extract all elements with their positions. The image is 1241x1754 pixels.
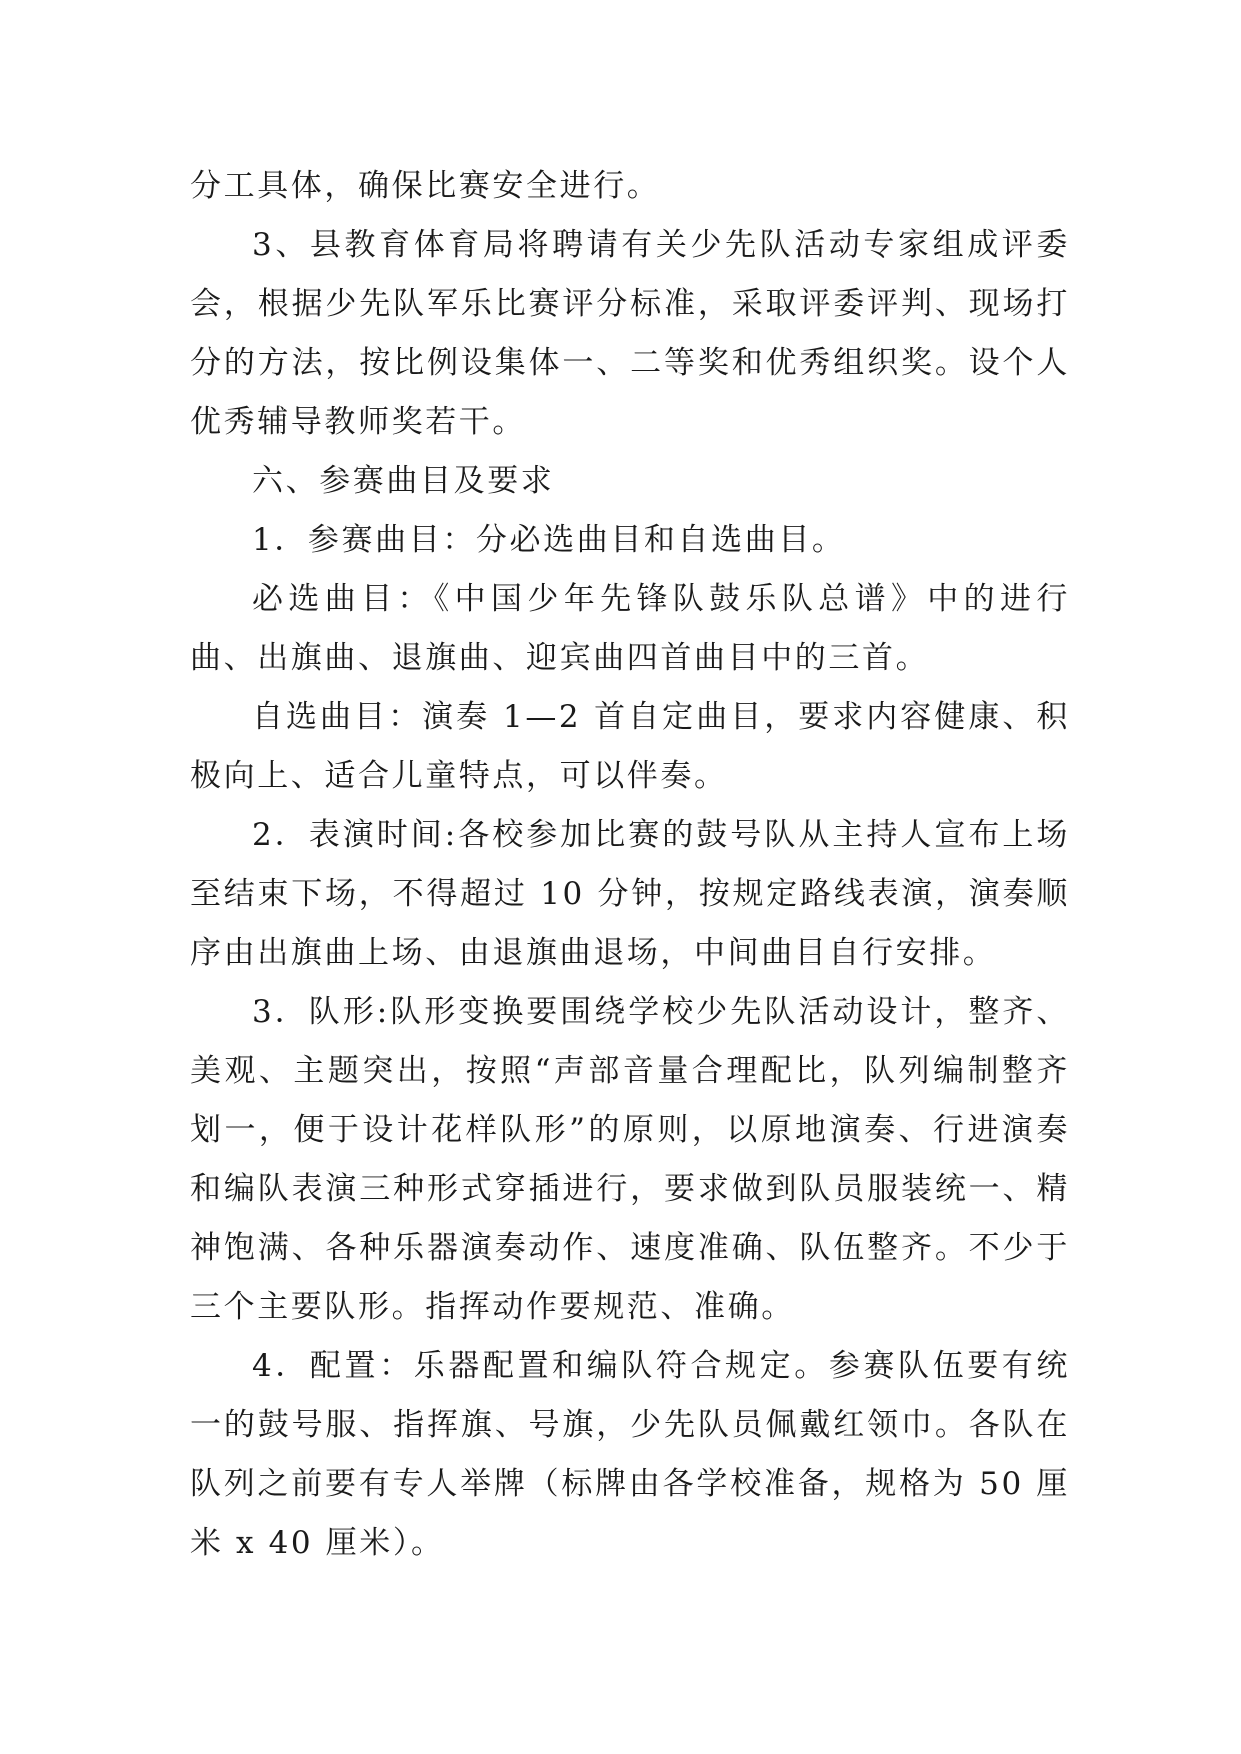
paragraph-performance-time: 2．表演时间:各校参加比赛的鼓号队从主持人宣布上场至结束下场，不得超过 10 分钟，按规定路线表演，演奏顺序由出旗曲上场、由退旗曲退场，中间曲目自行安排。 [190, 817, 1070, 971]
document-body [190, 157, 1070, 1573]
paragraph-optional-pieces: 自选曲目：演奏 1—2 首自定曲目，要求内容健康、积极向上、适合儿童特点，可以伴奏。 [190, 699, 1070, 794]
paragraph-judging: 3、县教育体育局将聘请有关少先队活动专家组成评委会，根据少先队军乐比赛评分标准，采取评委评判、现场打分的方法，按比例设集体一、二等奖和优秀组织奖。设个人优秀辅导教师奖若干。 [190, 227, 1070, 440]
paragraph-repertoire: 1．参赛曲目：分必选曲目和自选曲目。 [252, 522, 846, 558]
paragraph-formation: 3．队形:队形变换要围绕学校少先队活动设计，整齐、美观、主题突出，按照“声部音量合理配比，队列编制整齐划一，便于设计花样队形”的原则，以原地演奏、行进演奏和编队表演三种形式穿插进行，要求做到队员服装统一、精神饱满、各种乐器演奏动作、速度准确、队伍整齐。不少于三个主要队形。指挥动作要规范、准确。 [190, 994, 1070, 1325]
paragraph-required-pieces: 必选曲目：《中国少年先锋队鼓乐队总谱》中的进行曲、出旗曲、退旗曲、迎宾曲四首曲目中的三首。 [190, 581, 1070, 676]
paragraph-continuation: 分工具体，确保比赛安全进行。 [190, 168, 661, 204]
paragraph-configuration: 4．配置：乐器配置和编队符合规定。参赛队伍要有统一的鼓号服、指挥旗、号旗，少先队员佩戴红领巾。各队在队列之前要有专人举牌（标牌由各学校准备，规格为 50 厘米 x 40 厘米）。 [190, 1348, 1070, 1561]
section-heading-repertoire: 六、参赛曲目及要求 [252, 463, 555, 499]
